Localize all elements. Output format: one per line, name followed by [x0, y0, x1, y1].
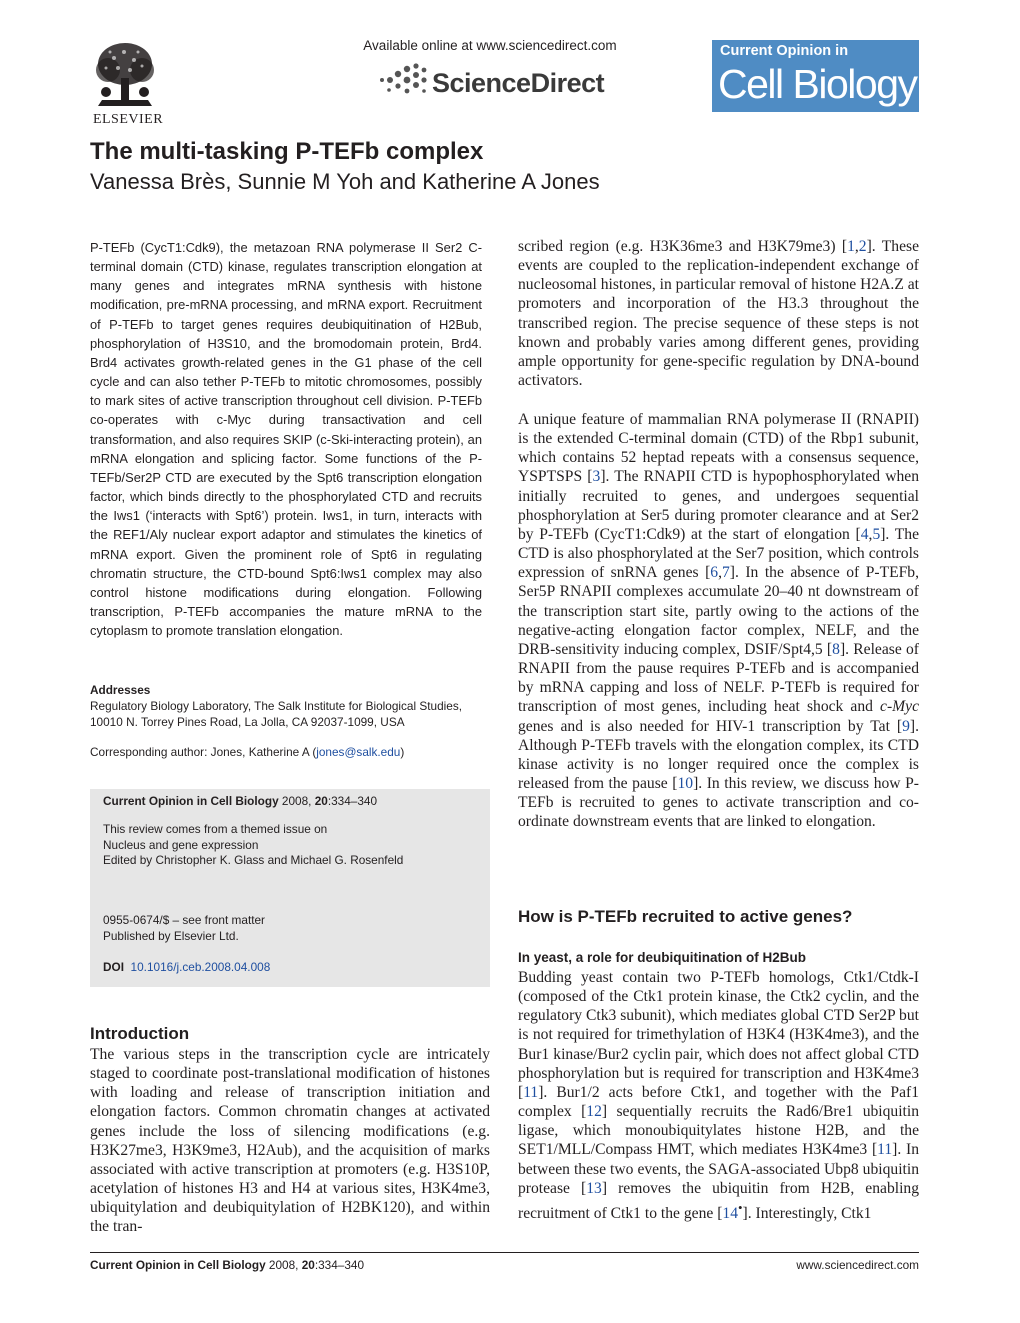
- corresponding-author: [90, 745, 495, 759]
- text-run: ] removes the ubiquitin from H2B, enabling recruitment of Ctk1 to the gene [: [518, 1179, 919, 1223]
- article-title: The multi-tasking P-TEFb complex: [90, 138, 484, 165]
- introduction-heading: Introduction: [90, 1024, 190, 1043]
- ref-bullet: •: [737, 1199, 743, 1215]
- info-doi: [103, 960, 270, 974]
- ref-link[interactable]: 14: [722, 1205, 738, 1223]
- ref-link[interactable]: 12: [586, 1103, 602, 1121]
- ref-link[interactable]: 7: [721, 564, 730, 582]
- text-run: A unique feature of mammalian RNA polymerase II (RNAPII) is the extended C-terminal domain (CTD) of the Rbp1 subunit, which contains 52 heptad repeats with a consensus sequence, YSPTSPS [: [518, 411, 919, 486]
- ref-link[interactable]: 8: [832, 640, 840, 658]
- ref-link[interactable]: 3: [592, 468, 601, 486]
- info-theme-line: Edited by Christopher K. Glass and Michael G. Rosenfeld: [103, 853, 404, 867]
- text-run: ]. In this review, we discuss how P-TEFb is recruited to genes to activate transcription and co-ordinate downstream events that are linked to elongation.: [518, 774, 920, 831]
- text-run: ]. The RNAPII CTD is hypophosphorylated when initially recruited to genes, and undergoes sequential phosphorylation at Ser5 during promoter clearance and at Ser2 by P-TEFb (CycT1:Cdk9) at the start of elongation [: [518, 468, 920, 543]
- sciencedirect-dots-icon: [376, 60, 432, 100]
- email-link[interactable]: jones@salk.edu: [316, 745, 401, 759]
- info-theme-line: This review comes from a themed issue on: [103, 822, 328, 836]
- text-run: ] sequentially recruits the Rad6/Bre1 ubiquitin ligase, which monoubiquitylates histone H2B, and the SET1/MLL/Compass HMT, which mediates H3K4me3 [: [518, 1103, 920, 1159]
- ref-link[interactable]: 11: [877, 1141, 893, 1159]
- text-run: ,: [868, 525, 873, 543]
- body-paragraph-3: [518, 968, 919, 1223]
- text-run: ,: [854, 238, 859, 255]
- ref-link[interactable]: 2: [858, 238, 867, 255]
- ref-link[interactable]: 1: [847, 238, 855, 255]
- subsection-heading: In yeast, a role for deubiquitination of H2Bub: [518, 950, 807, 965]
- gene-name: c-Myc: [880, 698, 919, 716]
- text-run: ]. The CTD is also phosphorylated at the Ser7 position, which controls expression of snRNA genes [: [518, 525, 919, 582]
- ref-link[interactable]: 10: [677, 774, 694, 792]
- journal-logo-line2: Cell Biology: [718, 61, 917, 107]
- footer-url[interactable]: www.sciencedirect.com: [796, 1258, 919, 1272]
- doi-link[interactable]: 10.1016/j.ceb.2008.04.008: [130, 960, 271, 974]
- footer-citation: [90, 1258, 364, 1272]
- elsevier-logo: [88, 40, 168, 128]
- journal-logo: [712, 40, 919, 112]
- doi-label: DOI: [103, 960, 124, 974]
- corresponding-suffix: ): [400, 745, 405, 759]
- section-heading: How is P-TEFb recruited to active genes?: [518, 907, 853, 926]
- text-run: ]. Release of RNAPII from the pause requires P-TEFb and is accompanied by mRNA capping and loss of NELF. P-TEFb is required for transcription of most genes, including heat shock and: [518, 640, 919, 716]
- abstract: P-TEFb (CycT1:Cdk9), the metazoan RNA polymerase II Ser2 C-terminal domain (CTD) kinase, regulates transcription elongation at many genes and integrates mRNA synthesis with histone modification, pre-mRNA processing, and mRNA export. Recruitment of P-TEFb to target genes requires deubiquitination of H2Bub, phosphorylation of H3S10, and the bromodomain protein, Brd4. Brd4 activates growth-related genes in the G1 phase of the cell cycle and can also tether P-TEFb to mitotic chromosomes, possibly to mark sites of active transcription throughout cell division. P-TEFb co-operates with c-Myc during transactivation and cell transformation, and also requires SKIP (c-Ski-interacting protein), an mRNA elongation and splicing factor. Some functions of the P-TEFb/Ser2P CTD are executed by the Spt6 transcription elongation factor, which binds directly to the phosphorylated CTD and recruits the Iws1 (‘interacts with Spt6’) protein. Iws1, in turn, interacts with the REF1/Aly nuclear export adaptor and stimulates the kinetics of mRNA export. Given the prominent role of Spt6 in regulating chromatin structure, the CTD-bound Spt6:Iws1 complex may also control histone modifications during elongation. Following transcription, P-TEFb accompanies the mature mRNA to the cytoplasm to promote translation elongation.: [90, 240, 482, 639]
- body-paragraph-1: [518, 237, 919, 390]
- text-run: ]. In between these two events, the SAGA-associated Ubp8 ubiquitin protease [: [518, 1141, 919, 1197]
- addresses: [90, 682, 495, 730]
- ref-link[interactable]: 13: [586, 1179, 602, 1197]
- footer-journal: Current Opinion in Cell Biology: [90, 1258, 266, 1272]
- info-pages: :334–340: [327, 794, 378, 808]
- sciencedirect-logo: [376, 60, 616, 104]
- footer-year: 2008,: [265, 1258, 302, 1272]
- sciencedirect-wordmark: ScienceDirect: [432, 68, 605, 98]
- info-price: [103, 913, 265, 944]
- text-run: ]. In the absence of P-TEFb, Ser5P RNAPII complexes accumulate 20–40 nt downstream of the transcription start site, partly owing to the actions of the negative-acting elongation factor complex, NELF, and the DRB-sensitivity inducing complex, DSIF/Spt4,5 [: [518, 564, 919, 658]
- address-line: Regulatory Biology Laboratory, The Salk Institute for Biological Studies,: [90, 699, 463, 713]
- ref-link[interactable]: 6: [710, 564, 719, 582]
- text-run: ]. Although P-TEFb travels with the elongation complex, its CTD kinase activity is no longer required once the complex is released from the pause [: [518, 717, 919, 792]
- text-run: Budding yeast contain two P-TEFb homologs, Ctk1/Ctdk-I (composed of the Ctk1 protein kinase, the Ctk2 cyclin, and the regulatory Ctk3 subunit), which mediates global CTD Ser2P but is not required for trimethylation of H3K4 (H3K4me3), and the Bur1 kinase/Bur2 cyclin pair, which does not affect global CTD phosphorylation but is required for transcription and H3K4me3 [: [518, 969, 919, 1101]
- info-citation: [103, 794, 377, 808]
- info-theme: [103, 822, 403, 869]
- text-run: ,: [718, 564, 722, 582]
- ref-link[interactable]: 9: [902, 717, 910, 735]
- info-year: 2008,: [278, 794, 315, 808]
- info-journal: Current Opinion in Cell Biology: [103, 794, 279, 808]
- text-run: scribed region (e.g. H3K36me3 and H3K79me3) [: [518, 238, 848, 255]
- footer-pages: :334–340: [314, 1258, 365, 1272]
- introduction-paragraph: The various steps in the transcription cycle are intricately staged to coordinate post-translational modification of histones with loading and release of transcription initiation and elongation factors. Common chromatin changes at activated genes include the loss of silencing modifications (e.g. H3K27me3, H3K9me3, H2Aub), and the acquisition of marks associated with active transcription at promoters (e.g. H3S10P, acetylation of histones H3 and H4 at various sites, H3K4me3, ubiquitylation and deubiquitylation of H2BK120), and within the tran-: [90, 1046, 490, 1236]
- text-run: ]. Bur1/2 acts before Ctk1, and together with the Paf1 complex [: [518, 1083, 919, 1121]
- journal-logo-line1: Current Opinion in: [720, 43, 849, 59]
- text-run: ]. Interestingly, Ctk1: [742, 1205, 872, 1223]
- footer-volume: 20: [301, 1258, 315, 1272]
- available-online-text: Available online at www.sciencedirect.com: [363, 38, 617, 53]
- info-theme-line: Nucleus and gene expression: [103, 837, 259, 852]
- ref-link[interactable]: 5: [872, 525, 881, 543]
- body-paragraph-2: [518, 410, 919, 831]
- publisher-name: ELSEVIER: [92, 112, 164, 127]
- corresponding-prefix: Corresponding author: Jones, Katherine A (: [90, 745, 317, 759]
- ref-link[interactable]: 11: [523, 1083, 539, 1101]
- info-publisher-line: Published by Elsevier Ltd.: [103, 928, 239, 943]
- article-info-box: [90, 789, 490, 987]
- info-volume: 20: [314, 794, 328, 808]
- text-run: genes and is also needed for HIV-1 transcription by Tat [: [518, 717, 903, 735]
- address-line: 10010 N. Torrey Pines Road, La Jolla, CA 92037-1099, USA: [90, 715, 405, 729]
- text-run: ]. These events are coupled to the replication-independent exchange of nucleosomal histones, in particular removal of histone H2A.Z at promoters and incorporation of the H3.3 throughout the transcribed region. The precise sequence of these steps is not known and probably varies among different genes, providing ample opportunity for gene-specific regulation by DNA-bound activators.: [518, 238, 920, 390]
- info-price-line: 0955-0674/$ – see front matter: [103, 913, 265, 927]
- footer-rule: [90, 1252, 919, 1253]
- article-authors: Vanessa Brès, Sunnie M Yoh and Katherine A Jones: [90, 169, 600, 194]
- addresses-heading: Addresses: [90, 683, 151, 697]
- ref-link[interactable]: 4: [860, 525, 869, 543]
